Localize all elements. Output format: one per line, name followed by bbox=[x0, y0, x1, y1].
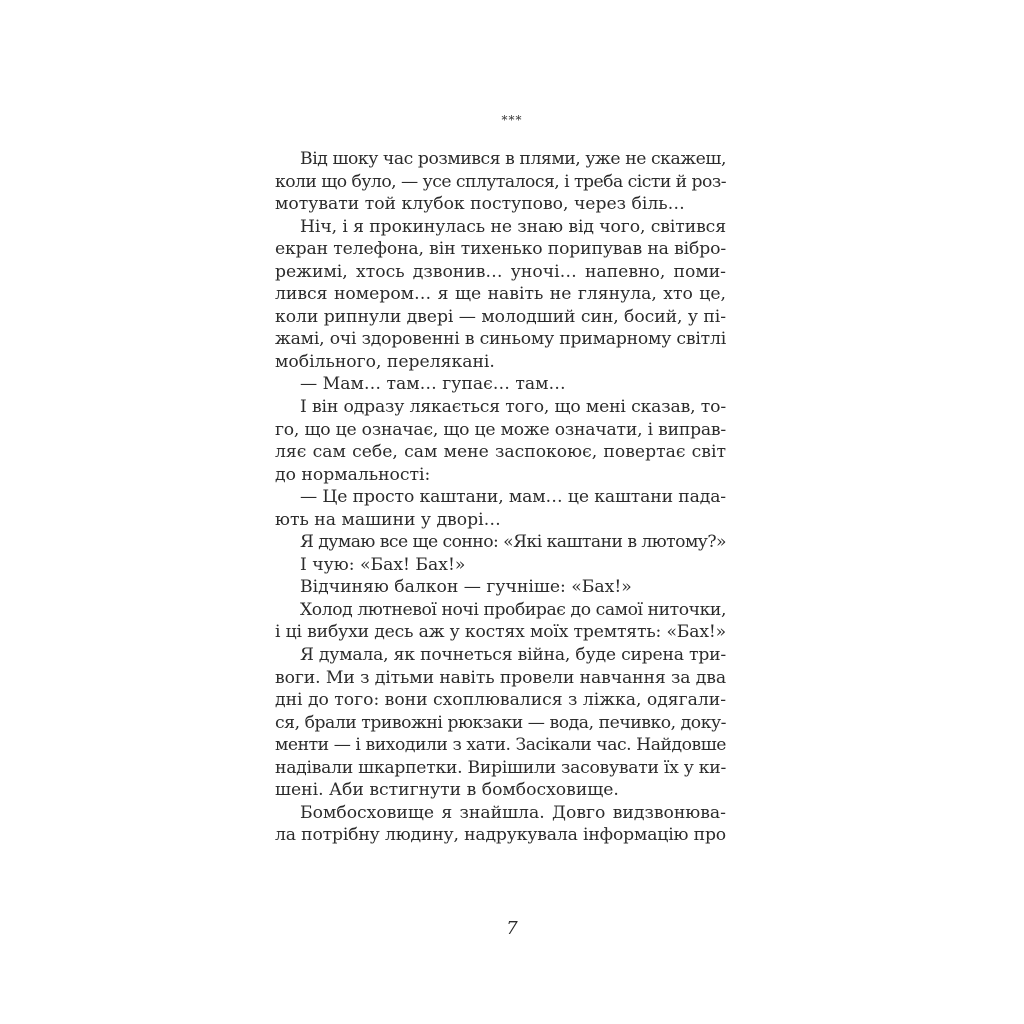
text-line: ляє сам себе, сам мене заспокоює, повертає світ bbox=[275, 442, 726, 463]
text-line: менти — і виходили з хати. Засікали час. Найдовше bbox=[275, 735, 726, 756]
text-line: Від шоку час розмився в плями, уже не скажеш, bbox=[300, 149, 726, 169]
text-line: режимі, хтось дзвонив… уночі… напевно, поми- bbox=[275, 261, 726, 282]
text-line: Я думаю все ще сонно: «Які каштани в лютому?» bbox=[300, 532, 726, 553]
text-line: до нормальності: bbox=[275, 464, 431, 485]
body-text bbox=[275, 148, 726, 847]
text-line: мотувати той клубок поступово, через біль… bbox=[275, 194, 685, 215]
text-line: ла потрібну людину, надрукувала інформацію про bbox=[275, 825, 726, 846]
text-line: Холод лютневої ночі пробирає до самої ниточки, bbox=[300, 599, 726, 620]
text-line: мобільного, перелякані. bbox=[275, 351, 495, 372]
text-line: Бомбосховище я знайшла. Довго видзвонюва- bbox=[300, 802, 726, 823]
text-line: дні до того: вони схоплювалися з ліжка, одягали- bbox=[275, 690, 726, 711]
text-line: Я думала, як почнеться війна, буде сирена три- bbox=[300, 645, 726, 666]
text-line: і ці вибухи десь аж у костях моїх тремтять: «Бах!» bbox=[275, 622, 726, 643]
text-line: Ніч, і я прокинулась не знаю від чого, світився bbox=[300, 216, 726, 237]
section-separator: *** bbox=[501, 113, 523, 127]
text-line: ють на машини у дворі… bbox=[275, 509, 501, 530]
text-line: — Мам… там… гупає… там… bbox=[300, 374, 566, 395]
text-line: ся, брали тривожні рюкзаки — вода, печивко, доку- bbox=[275, 712, 726, 733]
text-line: го, що це означає, що це може означати, і виправ- bbox=[275, 419, 726, 440]
text-line: І він одразу лякається того, що мені сказав, то- bbox=[300, 397, 726, 418]
page-number: 7 bbox=[506, 918, 518, 939]
text-line: коли рипнули двері — молодший син, босий, у пі- bbox=[275, 306, 726, 327]
text-line: лився номером… я ще навіть не глянула, хто це, bbox=[275, 284, 726, 305]
text-line: воги. Ми з дітьми навіть провели навчання за два bbox=[275, 667, 726, 688]
text-line: Відчиняю балкон — гучніше: «Бах!» bbox=[300, 577, 632, 598]
text-line: екран телефона, він тихенько порипував на вібро- bbox=[275, 239, 726, 260]
text-line: — Це просто каштани, мам… це каштани пада- bbox=[300, 487, 726, 508]
text-line: І чую: «Бах! Бах!» bbox=[300, 554, 466, 575]
text-line: надівали шкарпетки. Вирішили засовувати їх у ки- bbox=[275, 757, 726, 778]
text-line: коли що було, — усе сплуталося, і треба сісти й роз- bbox=[275, 171, 726, 192]
text-line: шені. Аби встигнути в бомбосховище. bbox=[275, 780, 619, 801]
text-line: жамі, очі здоровенні в синьому примарному світлі bbox=[275, 329, 726, 350]
